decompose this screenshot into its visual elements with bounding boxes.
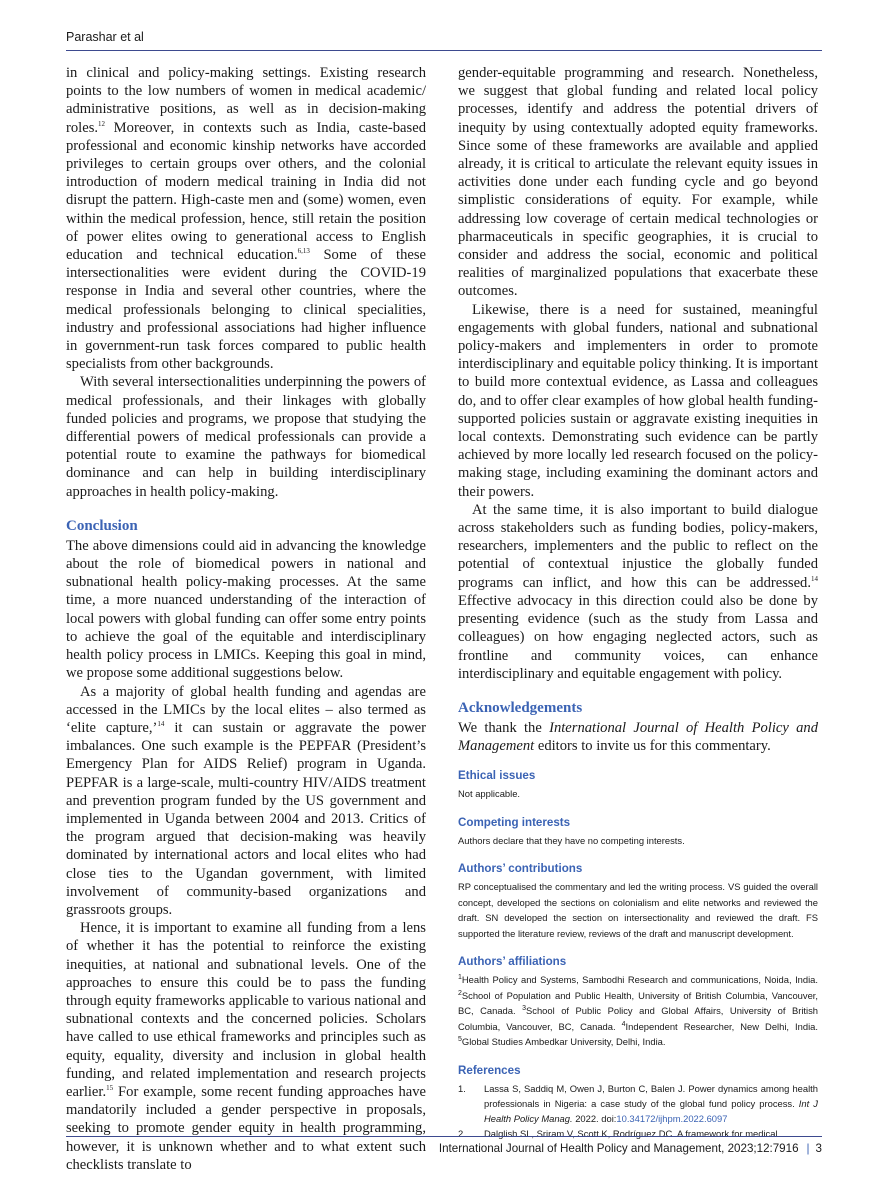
- body-paragraph: Likewise, there is a need for sustained, meaningful engagements with global funders, national and subnational policy-makers and implementers in order to promote interdisciplinary and equitable policy thinking. It is important to build more contextual evidence, as Lassa and colleagues do, and to offer clear examples of how global health funding-supported policies sustain or aggravate existing inequities in local contexts. Demonstrating such evidence can be partly achieved by more locally led research focused on the policy-making stage, including examining the dominant actors and their powers.: [458, 301, 818, 500]
- heading-competing-interests: Competing interests: [458, 815, 571, 829]
- page-number: 3: [815, 1142, 822, 1155]
- running-footer: [439, 1142, 822, 1155]
- reference-list: [458, 1081, 818, 1141]
- body-paragraph: The above dimensions could aid in advancing the knowledge about the role of biomedical powers in national and subnational health policy-making processes. At the same time, a more nuanced understanding of the interaction of local powers with global funding can offer some entry points to achieve the goal of the equitable and interdisciplinary health policy process in LMICs. Keeping this goal in mind, we propose some additional suggestions below.: [66, 537, 426, 682]
- header-rule: [66, 50, 822, 51]
- heading-authors-affiliations: Authors’ affiliations: [458, 955, 567, 969]
- ethical-issues-text: Not applicable.: [458, 788, 521, 800]
- competing-interests-text: Authors declare that they have no competing interests.: [458, 834, 685, 846]
- heading-ethical-issues: Ethical issues: [458, 769, 536, 783]
- heading-references: References: [458, 1063, 521, 1077]
- section-heading-acknowledgements: Acknowledgements: [458, 699, 583, 716]
- authors-affiliations-text: $^1$Health Policy and Systems, Sambodhi Research and communications, Noida, India. $^2$School of Population and Public Health, University of British Columbia, Vancouver, BC, Canada. $^3$School of Public Policy and Global Affairs, University of British Columbia, Vancouver, BC, Canada. $^4$Independent Researcher, New Delhi, India. $^5$Global Studies Ambedkar University, Delhi, India.: [458, 974, 818, 1048]
- body-paragraph: in clinical and policy-making settings. Existing research points to the low numbers of women in medical academic/ administrative positions, as well as in decision-making roles.$^{12}$ Moreover, in contexts such as India, caste-based professional and economic kinship networks have accorded privileges to certain groups over others, and the colonial introduction of modern medical training in India did not disrupt the pattern. High-caste men and (some) women, even within the medical profession, hence, still retain the position of power elites owing to generational access to English education and technical education.$^{6,13}$ Some of these intersectionalities were evident during the COVID-19 response in India and several other countries, where the medical professionals belonging to clinical specialities, industry and professional associations had higher influence in government-run task forces compared to public health specialists from other backgrounds.: [66, 65, 426, 373]
- citation-marker: 14: [157, 720, 165, 729]
- heading-authors-contributions: Authors’ contributions: [458, 862, 583, 876]
- footer-separator: |: [806, 1142, 810, 1155]
- body-paragraph: As a majority of global health funding and agendas are accessed in the LMICs by the local elites – also termed as ‘elite capture,’$^{14}$ it can sustain or aggravate the power imbalances. One such example is the PEPFAR (President’s Emergency Plan for AIDS Relief) program in Uganda. PEPFAR is a large-scale, multi-country HIV/AIDS treatment and prevention program funded by the US government and implemented in Uganda between 2004 and 2013. Critics of the program argued that decision-making was heavily dominated by international actors and local elites who had close ties to the Ugandan government, with limited involvement of community-based organizations and grassroots groups.: [66, 683, 427, 918]
- authors-contributions-text: RP conceptualised the commentary and led the writing process. VS guided the overall concept, developed the sections on colonialism and elite networks and reviewed the draft. SN developed the section on intersectionality and reviewed the draft. FS supported the literature review, reviews of the draft and manuscript development.: [458, 881, 818, 939]
- citation-marker: 6,13: [297, 247, 310, 256]
- citation-marker: 15: [106, 1084, 114, 1093]
- reference-text: Dalglish SL, Sriram V, Scott K, Rodríguez DC. A framework for medical: [484, 1127, 778, 1139]
- reference-text: Lassa S, Saddiq M, Owen J, Burton C, Balen J. Power dynamics among health professionals in Nigeria: a case study of the global fund policy process. Int J Health Policy Manag. 2022. doi:10.34172/ijhpm.2022.6097: [484, 1082, 818, 1124]
- body-paragraph: At the same time, it is also important to build dialogue across stakeholders such as funding bodies, policy-makers, researchers, implementers and the public to reflect on the potential of contextual injustice the globally funded programs can inflict, and how this can be addressed.$^{14}$ Effective advocacy in this direction could also be done by presenting evidence (such as the study from Lassa and colleagues) on how engaging neglected actors, such as frontline and community voices, can enhance interdisciplinary and equitable engagement with policy.: [458, 501, 818, 682]
- body-paragraph: gender-equitable programming and research. Nonetheless, we suggest that global funding and related local policy processes, identify and address the potential drivers of inequity by using contextually adopted equity frameworks. Since some of these frameworks are available and applied already, it is critical to articulate the relevant equity issues in activities done under each funding cycle and go beyond simplistic considerations of equity. For example, while addressing low coverage of certain medical technologies or pharmaceuticals in specific geographies, it is crucial to consider and address the social, economic and political realities of marginalized populations that exacerbate these outcomes.: [458, 65, 818, 300]
- reference-number: 1.: [458, 1082, 466, 1094]
- section-heading-conclusion: Conclusion: [66, 517, 138, 534]
- citation-marker: 12: [98, 119, 106, 128]
- running-header-author: Parashar et al: [66, 30, 144, 44]
- reference-doi-link[interactable]: 10.34172/ijhpm.2022.6097: [616, 1112, 728, 1124]
- left-column: [66, 64, 426, 1174]
- citation-marker: 14: [811, 574, 818, 583]
- body-paragraph: Hence, it is important to examine all funding from a lens of whether it has the potential to reinforce the existing inequities, at national and subnational levels. One of the approaches to ensure this could be to pass the funding through equity frameworks applicable to various national and subnational contexts and the concerned policies. Scholars have called to use ethical frameworks and principles such as equity, equality, diversity and inclusion in global health funding, and related implementation and research projects earlier.$^{15}$ For example, some recent funding approaches have mandatorily included a gender perspective in proposals, seeking to promote gender equity in health programming, however, it is unknown whether and to what extent such checklists translate to: [66, 920, 426, 1173]
- body-paragraph: With several intersectionalities underpinning the powers of medical professionals, and their linkages with globally funded policies and programs, we propose that studying the differential powers of medical professionals can provide a potential route to examine the pathways for biomedical dominance and can help in building interdisciplinary approaches in health policy-making.: [66, 374, 426, 500]
- acknowledgements-text: We thank the International Journal of Health Policy and Management editors to invite us for this commentary.: [458, 719, 818, 755]
- right-column: [458, 64, 818, 1141]
- reference-item: [458, 1126, 818, 1141]
- footer-rule: [66, 1136, 822, 1137]
- reference-number: 2.: [458, 1127, 466, 1139]
- footer-journal-citation: International Journal of Health Policy and Management, 2023;12:7916: [438, 1142, 799, 1155]
- reference-item: [458, 1081, 818, 1126]
